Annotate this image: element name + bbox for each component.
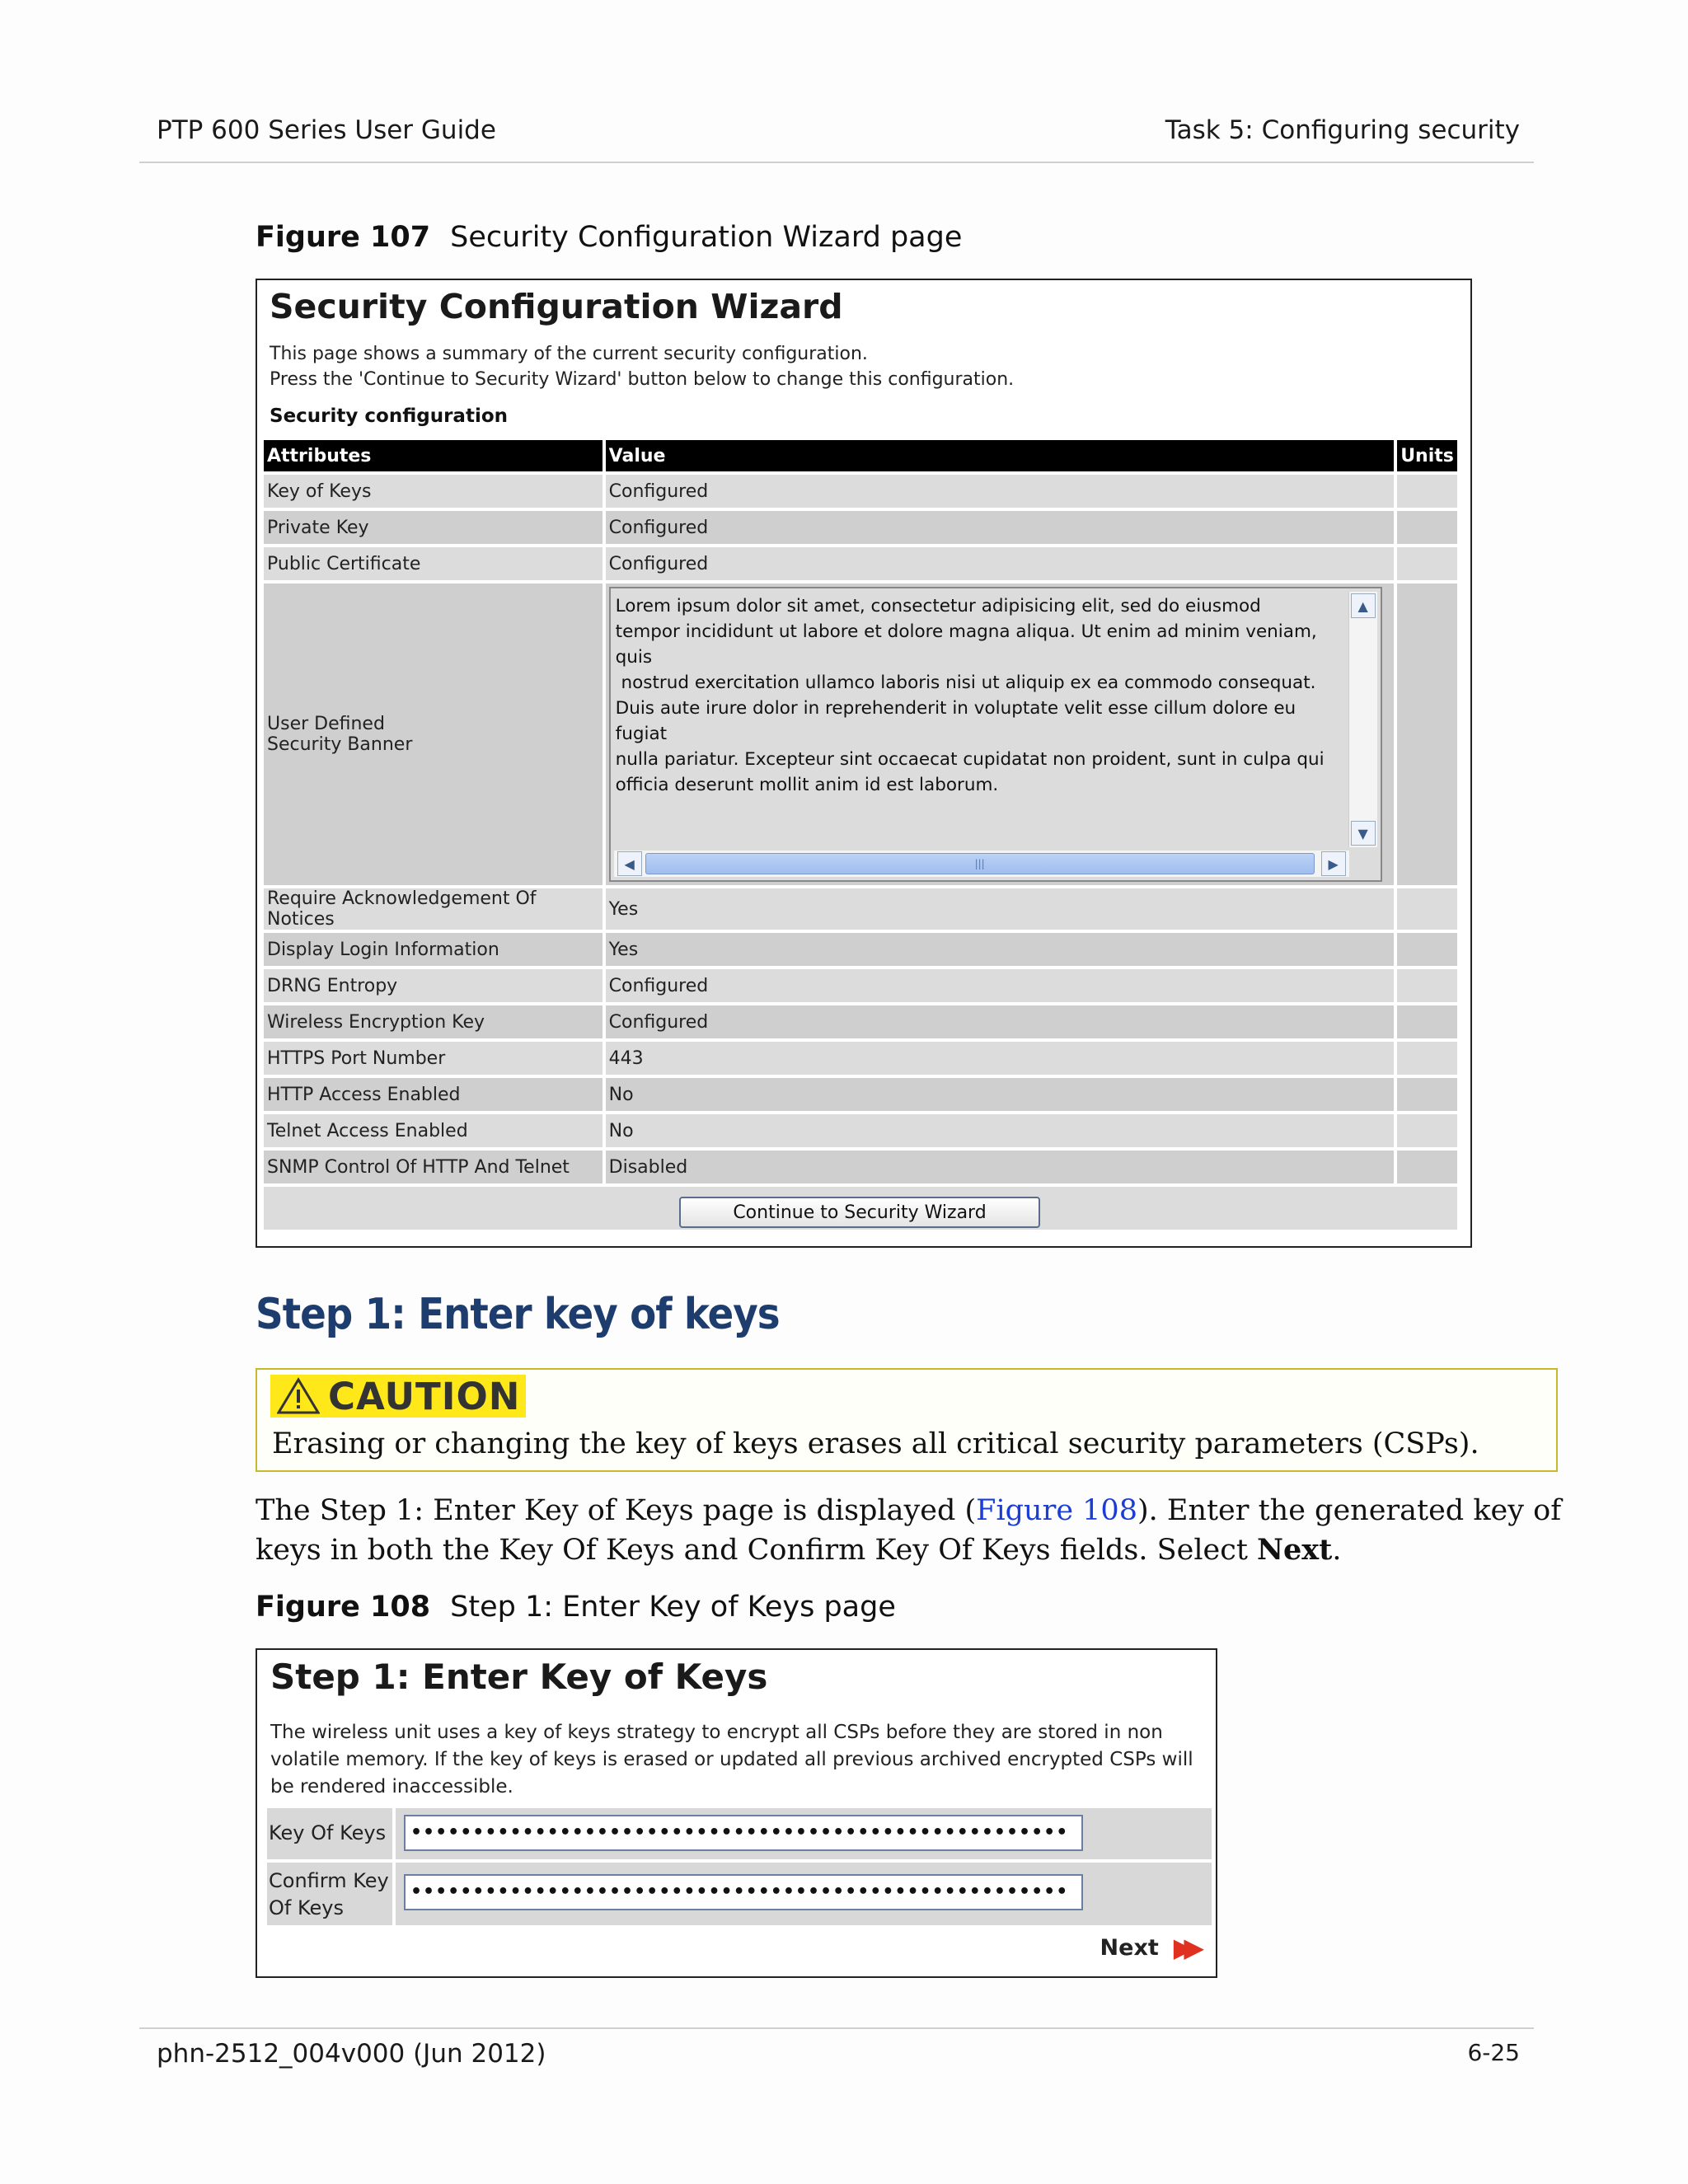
units-cell: [1397, 1005, 1457, 1038]
paragraph-text: The Step 1: Enter Key of Keys page is displayed (: [256, 1494, 977, 1527]
scroll-thumb[interactable]: |||: [645, 853, 1315, 874]
key-of-keys-input[interactable]: •••••••••••••••••••••••••••••••••••••••••••••••••••••: [404, 1815, 1083, 1851]
confirm-key-of-keys-input[interactable]: •••••••••••••••••••••••••••••••••••••••••••••••••••••: [404, 1874, 1083, 1910]
units-cell: [1397, 969, 1457, 1002]
attr-cell: HTTP Access Enabled: [264, 1078, 603, 1111]
key-of-keys-row: [267, 1808, 1212, 1859]
wizard-title: Security Configuration Wizard: [270, 287, 843, 326]
figure-107-text: Security Configuration Wizard page: [450, 221, 963, 254]
column-header-attributes: Attributes: [264, 440, 603, 471]
table-row: [264, 969, 1457, 1002]
value-cell: Disabled: [606, 1151, 1395, 1183]
paragraph-line: [256, 1491, 1574, 1530]
security-config-table: [260, 437, 1461, 1233]
column-header-value: Value: [606, 440, 1395, 471]
step1-heading: Step 1: Enter key of keys: [256, 1290, 780, 1339]
figure-107-number: Figure 107: [256, 221, 431, 254]
value-cell: No: [606, 1114, 1395, 1147]
wizard-desc-line: This page shows a summary of the current security configuration.: [270, 344, 868, 364]
enter-key-of-keys-screenshot: [256, 1648, 1217, 1978]
attr-cell: Wireless Encryption Key: [264, 1005, 603, 1038]
scroll-right-icon[interactable]: ▶: [1321, 851, 1346, 876]
units-cell: [1397, 1042, 1457, 1075]
units-cell: [1397, 888, 1457, 930]
label-line: Of Keys: [269, 1896, 344, 1919]
key-of-keys-title: Step 1: Enter Key of Keys: [270, 1657, 768, 1697]
scroll-left-icon[interactable]: ◀: [617, 851, 642, 876]
paragraph-line: [256, 1530, 1574, 1570]
paragraph-bold-next: Next: [1257, 1533, 1333, 1567]
value-cell: [606, 583, 1395, 885]
figure-107-caption: [256, 221, 962, 254]
security-banner-textarea[interactable]: [609, 587, 1382, 882]
table-row: [264, 1078, 1457, 1111]
banner-line: nulla pariatur. Excepteur sint occaecat cupidatat non proident, sunt in culpa qui: [615, 749, 1325, 770]
label-line: Confirm Key: [269, 1869, 389, 1892]
units-cell: [1397, 583, 1457, 885]
units-cell: [1397, 1078, 1457, 1111]
table-row: [264, 1114, 1457, 1147]
banner-line: tempor incididunt ut labore et dolore magna aliqua. Ut enim ad minim veniam, quis: [615, 621, 1317, 668]
figure-108-link[interactable]: Figure 108: [976, 1494, 1137, 1527]
banner-line: Duis aute irure dolor in reprehenderit in voluptate velit esse cillum dolore eu fugiat: [615, 698, 1296, 744]
banner-line: officia deserunt mollit anim id est laborum.: [615, 775, 999, 795]
next-button[interactable]: [1100, 1932, 1194, 1963]
attr-cell: HTTPS Port Number: [264, 1042, 603, 1075]
paragraph-text: .: [1332, 1534, 1342, 1567]
units-cell: [1397, 547, 1457, 580]
units-cell: [1397, 475, 1457, 508]
attr-cell: Require Acknowledgement Of Notices: [264, 888, 603, 930]
table-row: [264, 1005, 1457, 1038]
units-cell: [1397, 933, 1457, 966]
column-header-units: Units: [1397, 440, 1457, 471]
caution-text-label: CAUTION: [328, 1374, 521, 1418]
footer-rule: [139, 2027, 1534, 2029]
row-divider: [392, 1863, 396, 1925]
figure-108-caption: [256, 1591, 896, 1624]
attr-cell: DRNG Entropy: [264, 969, 603, 1002]
footer-doc-id: phn-2512_004v000 (Jun 2012): [157, 2039, 546, 2069]
caution-box: [256, 1368, 1558, 1472]
attr-cell: [264, 583, 603, 885]
attr-cell: Display Login Information: [264, 933, 603, 966]
banner-attr-line: Security Banner: [267, 734, 413, 755]
continue-to-security-wizard-button[interactable]: Continue to Security Wizard: [679, 1197, 1040, 1228]
value-cell: Configured: [606, 547, 1395, 580]
desc-line: volatile memory. If the key of keys is erased or updated all previous archived encrypted CSPs will: [270, 1749, 1193, 1770]
attr-cell: Private Key: [264, 511, 603, 544]
wizard-desc-line: Press the 'Continue to Security Wizard' button below to change this configuration.: [270, 369, 1015, 390]
table-row: [264, 888, 1457, 930]
table-row-security-banner: [264, 583, 1457, 885]
row-divider: [392, 1808, 396, 1859]
paragraph-text: keys in both the Key Of Keys and Confirm Key Of Keys fields. Select: [256, 1534, 1258, 1567]
horizontal-scrollbar[interactable]: [614, 851, 1349, 877]
units-cell: [1397, 1114, 1457, 1147]
confirm-key-of-keys-row: [267, 1863, 1212, 1925]
value-cell: Yes: [606, 888, 1395, 930]
attr-cell: Public Certificate: [264, 547, 603, 580]
attr-cell: Key of Keys: [264, 475, 603, 508]
vertical-scrollbar[interactable]: [1348, 592, 1377, 847]
table-row: [264, 511, 1457, 544]
table-row: [264, 547, 1457, 580]
table-row: [264, 1042, 1457, 1075]
wizard-description: [270, 341, 1014, 392]
figure-108-text: Step 1: Enter Key of Keys page: [450, 1591, 896, 1624]
key-of-keys-label: Key Of Keys: [269, 1821, 387, 1844]
value-cell: 443: [606, 1042, 1395, 1075]
banner-attr-line: User Defined: [267, 714, 385, 734]
units-cell: [1397, 511, 1457, 544]
attr-cell: Telnet Access Enabled: [264, 1114, 603, 1147]
header-doc-title: PTP 600 Series User Guide: [157, 115, 496, 145]
desc-line: The wireless unit uses a key of keys strategy to encrypt all CSPs before they are stored in non: [270, 1722, 1163, 1743]
value-cell: Configured: [606, 1005, 1395, 1038]
confirm-key-of-keys-label: [269, 1868, 389, 1922]
figure-108-number: Figure 108: [256, 1591, 431, 1624]
caution-label: [270, 1375, 526, 1418]
units-cell: [1397, 1151, 1457, 1183]
value-cell: Configured: [606, 969, 1395, 1002]
value-cell: No: [606, 1078, 1395, 1111]
key-of-keys-description: [270, 1719, 1193, 1801]
table-header-row: [264, 440, 1457, 471]
header-rule: [139, 162, 1534, 163]
scroll-down-icon[interactable]: ▼: [1351, 821, 1376, 846]
table-row: [264, 475, 1457, 508]
scroll-up-icon[interactable]: ▲: [1351, 593, 1376, 618]
warning-triangle-icon: [277, 1377, 320, 1415]
security-wizard-screenshot: [256, 279, 1472, 1248]
next-label: Next: [1100, 1934, 1159, 1961]
caution-message: Erasing or changing the key of keys erases all critical security parameters (CSPs).: [272, 1427, 1479, 1460]
step1-paragraph: [256, 1491, 1574, 1570]
banner-line: nostrud exercitation ullamco laboris nisi ut aliquip ex ea commodo consequat.: [615, 673, 1316, 693]
security-config-subheading: Security configuration: [270, 405, 509, 427]
paragraph-text: ). Enter the generated key of: [1137, 1494, 1562, 1527]
value-cell: Configured: [606, 511, 1395, 544]
value-cell: Yes: [606, 933, 1395, 966]
value-cell: Configured: [606, 475, 1395, 508]
table-row: [264, 933, 1457, 966]
header-section-title: Task 5: Configuring security: [1165, 115, 1520, 145]
desc-line: be rendered inaccessible.: [270, 1776, 513, 1797]
double-arrow-right-icon: ▶▶: [1173, 1932, 1194, 1963]
security-banner-text: [616, 593, 1341, 798]
table-row: [264, 1151, 1457, 1183]
banner-line: Lorem ipsum dolor sit amet, consectetur adipisicing elit, sed do eiusmod: [615, 596, 1261, 616]
attr-cell: SNMP Control Of HTTP And Telnet: [264, 1151, 603, 1183]
footer-page-number: 6-25: [1467, 2039, 1520, 2066]
